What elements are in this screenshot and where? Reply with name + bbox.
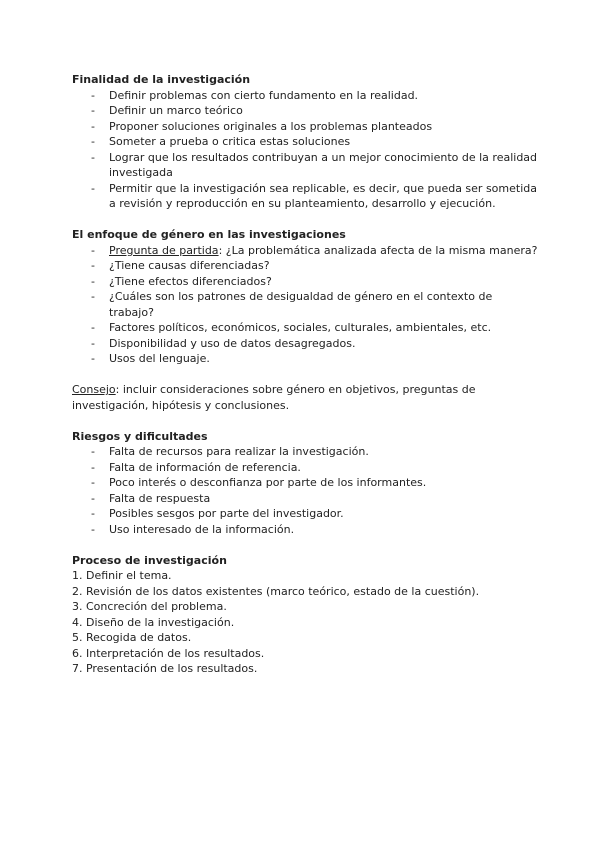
list-item: - ¿Cuáles son los patrones de desigualdad de género en el contexto de trabajo? — [91, 289, 540, 320]
list-item: - Falta de información de referencia. — [91, 460, 540, 476]
list-finalidad — [72, 88, 540, 212]
pregunta-label: Pregunta de partida — [109, 243, 219, 257]
list-item: - ¿Tiene causas diferenciadas? — [91, 258, 540, 274]
process-step: 4. Diseño de la investigación. — [72, 615, 235, 629]
section-riesgos — [72, 429, 540, 538]
list-item: - Definir un marco teórico — [91, 103, 540, 119]
list-item: - Lograr que los resultados contribuyan a un mejor conocimiento de la realidad investigada — [91, 150, 540, 181]
list-item: - Falta de recursos para realizar la investigación. — [91, 444, 540, 460]
list-riesgos — [72, 444, 540, 537]
heading-finalidad: Finalidad de la investigación — [72, 73, 251, 86]
list-item: - Posibles sesgos por parte del investigador. — [91, 506, 540, 522]
list-item: - ¿Tiene efectos diferenciados? — [91, 274, 540, 290]
list-item: - Someter a prueba o critica estas soluciones — [91, 134, 540, 150]
pregunta-text: : ¿La problemática analizada afecta de la misma manera? — [218, 243, 538, 257]
consejo-paragraph — [72, 382, 540, 413]
list-item: - Definir problemas con cierto fundamento en la realidad. — [91, 88, 540, 104]
list-item: - Uso interesado de la información. — [91, 522, 540, 538]
section-genero — [72, 227, 540, 367]
list-genero — [72, 243, 540, 367]
heading-proceso: Proceso de investigación — [72, 553, 227, 567]
consejo-label: Consejo — [72, 383, 116, 396]
list-proceso — [72, 568, 540, 677]
process-step: 2. Revisión de los datos existentes (marco teórico, estado de la cuestión). — [72, 584, 480, 598]
section-finalidad — [72, 72, 540, 212]
process-step: 5. Recogida de datos. — [72, 631, 192, 644]
process-step: 3. Concreción del problema. — [72, 600, 227, 613]
list-item: - Factores políticos, económicos, sociales, culturales, ambientales, etc. — [91, 320, 540, 336]
process-step: 1. Definir el tema. — [72, 569, 172, 582]
list-item: - Poco interés o desconfianza por parte de los informantes. — [91, 475, 540, 491]
list-item: - Permitir que la investigación sea replicable, es decir, que pueda ser sometida a revisión y reproducción en su planteamiento, desarrollo y ejecución. — [91, 181, 540, 212]
list-item: - Proponer soluciones originales a los problemas planteados — [91, 119, 540, 135]
process-step: 7. Presentación de los resultados. — [72, 662, 258, 675]
heading-genero: El enfoque de género en las investigaciones — [72, 228, 346, 241]
list-item — [91, 243, 540, 259]
list-item: - Falta de respuesta — [91, 491, 540, 507]
section-proceso — [72, 553, 540, 677]
process-step: 6. Interpretación de los resultados. — [72, 646, 265, 660]
list-item: - Usos del lenguaje. — [91, 351, 540, 367]
heading-riesgos: Riesgos y dificultades — [72, 429, 208, 443]
section-consejo — [72, 382, 540, 413]
list-item: - Disponibilidad y uso de datos desagregados. — [91, 336, 540, 352]
consejo-text: : incluir consideraciones sobre género en objetivos, preguntas de investigación, hipótesis y conclusiones. — [72, 383, 476, 412]
